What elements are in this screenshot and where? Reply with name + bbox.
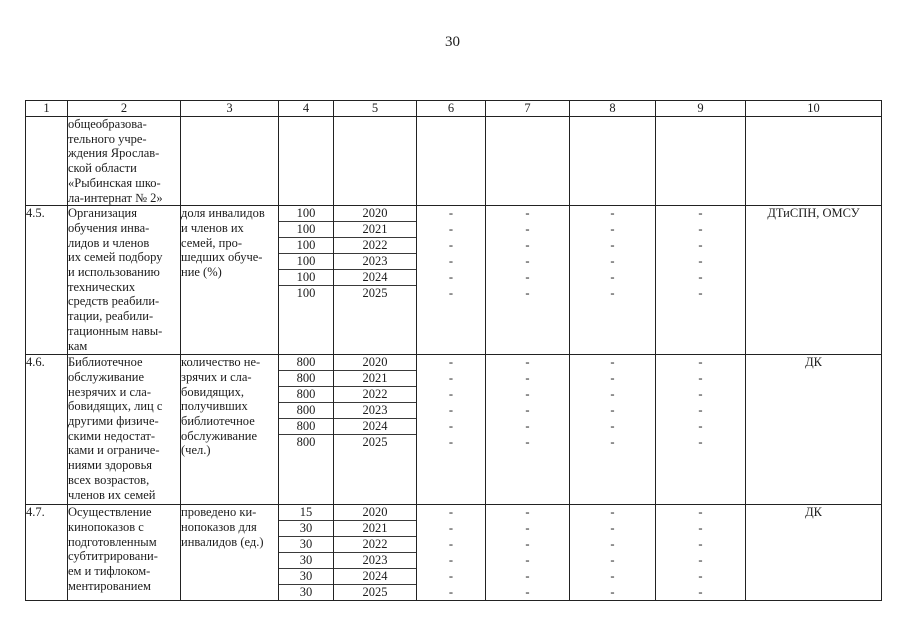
c7-cell: - — [486, 585, 570, 601]
c6-cell: - — [417, 238, 486, 254]
year-cell: 2020 — [334, 355, 417, 371]
empty-cell — [746, 117, 882, 206]
c9-cell: - — [656, 270, 746, 286]
table-row — [26, 355, 882, 371]
empty-cell — [417, 117, 486, 206]
c9-cell: - — [656, 505, 746, 521]
c7-cell: - — [486, 286, 570, 355]
c8-cell: - — [570, 387, 656, 403]
c9-cell: - — [656, 521, 746, 537]
header-col-1: 1 — [26, 101, 68, 117]
year-cell: 2020 — [334, 505, 417, 521]
c7-cell: - — [486, 355, 570, 371]
c6-cell: - — [417, 505, 486, 521]
header-row — [26, 101, 882, 117]
c8-cell: - — [570, 553, 656, 569]
year-cell: 2021 — [334, 222, 417, 238]
c7-cell: - — [486, 435, 570, 505]
table-body — [26, 117, 882, 601]
responsible-cell: ДТиСПН, ОМСУ — [746, 206, 882, 355]
year-cell: 2021 — [334, 521, 417, 537]
activity-name-cell: Библиотечное обслуживание незрячих и сла- бовидящих, лиц с другими физиче- скими недостат- ками и ограниче- ниями здоровья всех возрастов, членов их семей — [68, 355, 181, 505]
c7-cell: - — [486, 419, 570, 435]
continuation-row — [26, 117, 882, 206]
indicator-value-cell: 800 — [279, 371, 334, 387]
year-cell: 2024 — [334, 270, 417, 286]
indicator-value-cell: 30 — [279, 569, 334, 585]
c9-cell: - — [656, 419, 746, 435]
c9-cell: - — [656, 435, 746, 505]
c8-cell: - — [570, 419, 656, 435]
c8-cell: - — [570, 505, 656, 521]
c6-cell: - — [417, 371, 486, 387]
indicator-value-cell: 30 — [279, 585, 334, 601]
empty-cell — [181, 117, 279, 206]
indicator-name-cell: количество не- зрячих и сла- бовидящих, получивших библиотечное обслуживание (чел.) — [181, 355, 279, 505]
c6-cell: - — [417, 553, 486, 569]
indicator-value-cell: 100 — [279, 206, 334, 222]
empty-cell — [486, 117, 570, 206]
year-cell: 2021 — [334, 371, 417, 387]
c8-cell: - — [570, 206, 656, 222]
c6-cell: - — [417, 254, 486, 270]
indicator-value-cell: 800 — [279, 435, 334, 505]
c7-cell: - — [486, 206, 570, 222]
indicator-value-cell: 100 — [279, 254, 334, 270]
c8-cell: - — [570, 254, 656, 270]
c9-cell: - — [656, 286, 746, 355]
c7-cell: - — [486, 238, 570, 254]
c7-cell: - — [486, 569, 570, 585]
c8-cell: - — [570, 569, 656, 585]
c8-cell: - — [570, 521, 656, 537]
empty-cell — [279, 117, 334, 206]
c8-cell: - — [570, 403, 656, 419]
year-cell: 2023 — [334, 553, 417, 569]
c9-cell: - — [656, 222, 746, 238]
c6-cell: - — [417, 521, 486, 537]
c6-cell: - — [417, 419, 486, 435]
c7-cell: - — [486, 222, 570, 238]
c6-cell: - — [417, 403, 486, 419]
responsible-cell: ДК — [746, 505, 882, 601]
year-cell: 2025 — [334, 585, 417, 601]
c7-cell: - — [486, 537, 570, 553]
indicator-value-cell: 100 — [279, 286, 334, 355]
c6-cell: - — [417, 569, 486, 585]
c8-cell: - — [570, 238, 656, 254]
year-cell: 2022 — [334, 387, 417, 403]
c9-cell: - — [656, 553, 746, 569]
c8-cell: - — [570, 435, 656, 505]
c7-cell: - — [486, 553, 570, 569]
year-cell: 2025 — [334, 435, 417, 505]
c7-cell: - — [486, 254, 570, 270]
c6-cell: - — [417, 537, 486, 553]
year-cell: 2022 — [334, 238, 417, 254]
indicator-value-cell: 800 — [279, 403, 334, 419]
empty-cell — [570, 117, 656, 206]
header-col-5: 5 — [334, 101, 417, 117]
c9-cell: - — [656, 254, 746, 270]
indicator-name-cell: доля инвалидов и членов их семей, про- шедших обуче- ние (%) — [181, 206, 279, 355]
header-col-8: 8 — [570, 101, 656, 117]
c7-cell: - — [486, 505, 570, 521]
c6-cell: - — [417, 270, 486, 286]
indicator-value-cell: 800 — [279, 355, 334, 371]
c8-cell: - — [570, 270, 656, 286]
c9-cell: - — [656, 537, 746, 553]
header-col-7: 7 — [486, 101, 570, 117]
indicator-value-cell: 30 — [279, 521, 334, 537]
c8-cell: - — [570, 222, 656, 238]
c8-cell: - — [570, 371, 656, 387]
c6-cell: - — [417, 387, 486, 403]
c9-cell: - — [656, 206, 746, 222]
activity-name-cell: Организация обучения инва- лидов и членов их семей подбору и использованию технических средств реабили- тации, реабили- тационным навы- кам — [68, 206, 181, 355]
c8-cell: - — [570, 537, 656, 553]
year-cell: 2023 — [334, 403, 417, 419]
header-col-9: 9 — [656, 101, 746, 117]
c6-cell: - — [417, 286, 486, 355]
table-row — [26, 505, 882, 521]
year-cell: 2023 — [334, 254, 417, 270]
empty-cell — [656, 117, 746, 206]
year-cell: 2024 — [334, 569, 417, 585]
header-col-2: 2 — [68, 101, 181, 117]
header-col-4: 4 — [279, 101, 334, 117]
activity-name-cell: общеобразова- тельного учре- ждения Ярослав- ской области «Рыбинская шко- ла-интернат № 2» — [68, 117, 181, 206]
empty-cell — [26, 117, 68, 206]
row-number-cell: 4.5. — [26, 206, 68, 355]
indicator-value-cell: 100 — [279, 238, 334, 254]
data-table — [25, 100, 882, 601]
page-number: 30 — [445, 34, 460, 50]
c8-cell: - — [570, 585, 656, 601]
row-number-cell: 4.6. — [26, 355, 68, 505]
year-cell: 2022 — [334, 537, 417, 553]
c7-cell: - — [486, 521, 570, 537]
c9-cell: - — [656, 371, 746, 387]
indicator-value-cell: 30 — [279, 537, 334, 553]
empty-cell — [334, 117, 417, 206]
indicator-value-cell: 15 — [279, 505, 334, 521]
c6-cell: - — [417, 435, 486, 505]
activity-name-cell: Осуществление кинопоказов с подготовленным субтитрировани- ем и тифлоком- ментированием — [68, 505, 181, 601]
indicator-value-cell: 100 — [279, 222, 334, 238]
c9-cell: - — [656, 403, 746, 419]
c6-cell: - — [417, 206, 486, 222]
c7-cell: - — [486, 387, 570, 403]
c9-cell: - — [656, 387, 746, 403]
c7-cell: - — [486, 270, 570, 286]
indicator-name-cell: проведено ки- нопоказов для инвалидов (ед.) — [181, 505, 279, 601]
c7-cell: - — [486, 371, 570, 387]
c8-cell: - — [570, 286, 656, 355]
table-header — [26, 101, 882, 117]
table-row — [26, 206, 882, 222]
c7-cell: - — [486, 403, 570, 419]
year-cell: 2020 — [334, 206, 417, 222]
header-col-3: 3 — [181, 101, 279, 117]
c9-cell: - — [656, 585, 746, 601]
indicator-value-cell: 100 — [279, 270, 334, 286]
c9-cell: - — [656, 238, 746, 254]
indicator-value-cell: 30 — [279, 553, 334, 569]
c9-cell: - — [656, 569, 746, 585]
responsible-cell: ДК — [746, 355, 882, 505]
header-col-10: 10 — [746, 101, 882, 117]
c6-cell: - — [417, 585, 486, 601]
indicator-value-cell: 800 — [279, 419, 334, 435]
c6-cell: - — [417, 355, 486, 371]
header-col-6: 6 — [417, 101, 486, 117]
c8-cell: - — [570, 355, 656, 371]
row-number-cell: 4.7. — [26, 505, 68, 601]
indicator-value-cell: 800 — [279, 387, 334, 403]
c9-cell: - — [656, 355, 746, 371]
year-cell: 2025 — [334, 286, 417, 355]
year-cell: 2024 — [334, 419, 417, 435]
c6-cell: - — [417, 222, 486, 238]
